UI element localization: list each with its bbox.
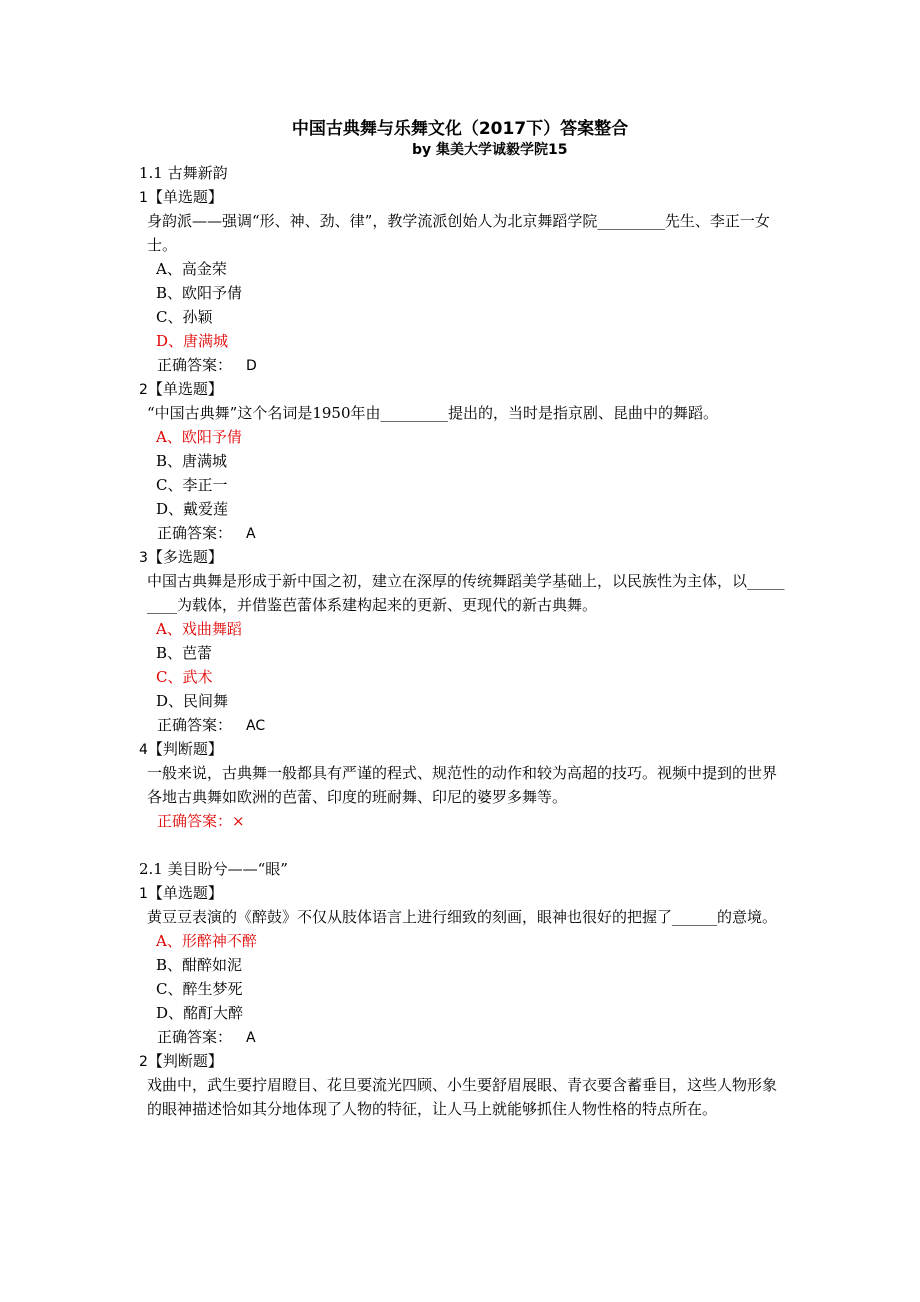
answer-label: 正确答案：: [157, 1028, 233, 1046]
question-number: 2: [139, 1054, 148, 1070]
correct-answer: [139, 353, 789, 377]
question-stem: [139, 569, 789, 617]
answer-label: 正确答案：: [157, 716, 233, 734]
question-type: 【判断题】: [147, 740, 223, 758]
option: D、民间舞: [156, 692, 229, 710]
option: B、芭蕾: [156, 644, 213, 662]
option: A、高金荣: [156, 260, 227, 278]
option-correct: A、戏曲舞蹈: [156, 620, 242, 638]
document-body: [139, 161, 789, 1121]
question-header: [139, 545, 789, 569]
answer-value: A: [246, 1030, 256, 1046]
answer-value: D: [246, 358, 257, 374]
question-stem-text-end: 为载体，并借鉴芭蕾体系建构起来的更新、更现代的新古典舞。: [177, 596, 598, 614]
answer-label: 正确答案：: [157, 356, 233, 374]
question-stem: [139, 209, 789, 257]
question-header: [139, 881, 789, 905]
question-stem: [139, 905, 789, 929]
question-number: 3: [139, 550, 148, 566]
question-stem: [139, 761, 789, 809]
option: C、孙颖: [156, 308, 213, 326]
correct-answer: [139, 1025, 789, 1049]
question-type: 【判断题】: [147, 1052, 223, 1070]
option: D、戴爱莲: [156, 500, 229, 518]
document-title: 中国古典舞与乐舞文化（2017下）答案整合: [291, 119, 629, 139]
question-stem-text-end: 先生、李正一女士。: [147, 212, 770, 254]
option: C、醉生梦死: [156, 980, 243, 998]
answer-label: 正确答案：: [157, 812, 233, 830]
section-spacer: [139, 833, 789, 857]
option: B、欧阳予倩: [156, 284, 243, 302]
question-type: 【单选题】: [147, 884, 223, 902]
question-stem-text: 戏曲中，武生要拧眉瞪目、花旦要流光四顾、小生要舒眉展眼、青衣要含蓄垂目，这些人物形象的眼神描述恰如其分地体现了人物的特征，让人马上就能够抓住人物性格的特点所在。: [147, 1076, 778, 1118]
question-type: 【单选题】: [147, 380, 223, 398]
document-byline: by 集美大学诚毅学院15: [412, 142, 568, 158]
option: B、酣醉如泥: [156, 956, 243, 974]
correct-answer: [139, 521, 789, 545]
question-stem-text: 身韵派——强调“形、神、劲、律”，教学流派创始人为北京舞蹈学院: [147, 212, 598, 230]
fill-blank: _________: [147, 572, 785, 614]
fill-blank: ______: [672, 908, 718, 926]
option: C、李正一: [156, 476, 228, 494]
question-number: 1: [139, 886, 148, 902]
question-stem-text: “中国古典舞”这个名词是1950年由: [147, 404, 381, 422]
option: B、唐满城: [156, 452, 228, 470]
question-stem-text: 黄豆豆表演的《醉鼓》不仅从肢体语言上进行细致的刻画，眼神也很好的把握了: [147, 908, 673, 926]
question-stem-text: 中国古典舞是形成于新中国之初，建立在深厚的传统舞蹈美学基础上，以民族性为主体，以: [147, 572, 748, 590]
question-type: 【单选题】: [147, 188, 223, 206]
question-stem-text-end: 提出的，当时是指京剧、昆曲中的舞蹈。: [448, 404, 719, 422]
option-correct: A、形醉神不醉: [156, 932, 257, 950]
question-header: [139, 1049, 789, 1073]
section-heading: 1.1 古舞新韵: [139, 164, 228, 182]
correct-answer: [139, 809, 789, 833]
answer-label: 正确答案：: [157, 524, 233, 542]
option-correct: D、唐满城: [156, 332, 229, 350]
answer-value: AC: [246, 718, 266, 734]
question-header: [139, 737, 789, 761]
section-heading: 2.1 美目盼兮——“眼”: [139, 860, 288, 878]
question-header: [139, 185, 789, 209]
fill-blank: _________: [597, 212, 665, 230]
option-correct: C、武术: [156, 668, 213, 686]
question-header: [139, 377, 789, 401]
option-correct: A、欧阳予倩: [156, 428, 242, 446]
question-number: 4: [139, 742, 148, 758]
answer-value: ×: [232, 812, 245, 830]
fill-blank: _________: [380, 404, 449, 422]
question-stem-text: 一般来说，古典舞一般都具有严谨的程式、规范性的动作和较为高超的技巧。视频中提到的世界各地古典舞如欧洲的芭蕾、印度的班耐舞、印尼的婆罗多舞等。: [147, 764, 778, 806]
question-type: 【多选题】: [147, 548, 223, 566]
question-stem: [139, 401, 789, 425]
correct-answer: [139, 713, 789, 737]
option: D、酩酊大醉: [156, 1004, 244, 1022]
question-number: 2: [139, 382, 148, 398]
question-number: 1: [139, 190, 148, 206]
answer-value: A: [246, 526, 256, 542]
question-stem: [139, 1073, 789, 1121]
question-stem-text-end: 的意境。: [717, 908, 778, 926]
